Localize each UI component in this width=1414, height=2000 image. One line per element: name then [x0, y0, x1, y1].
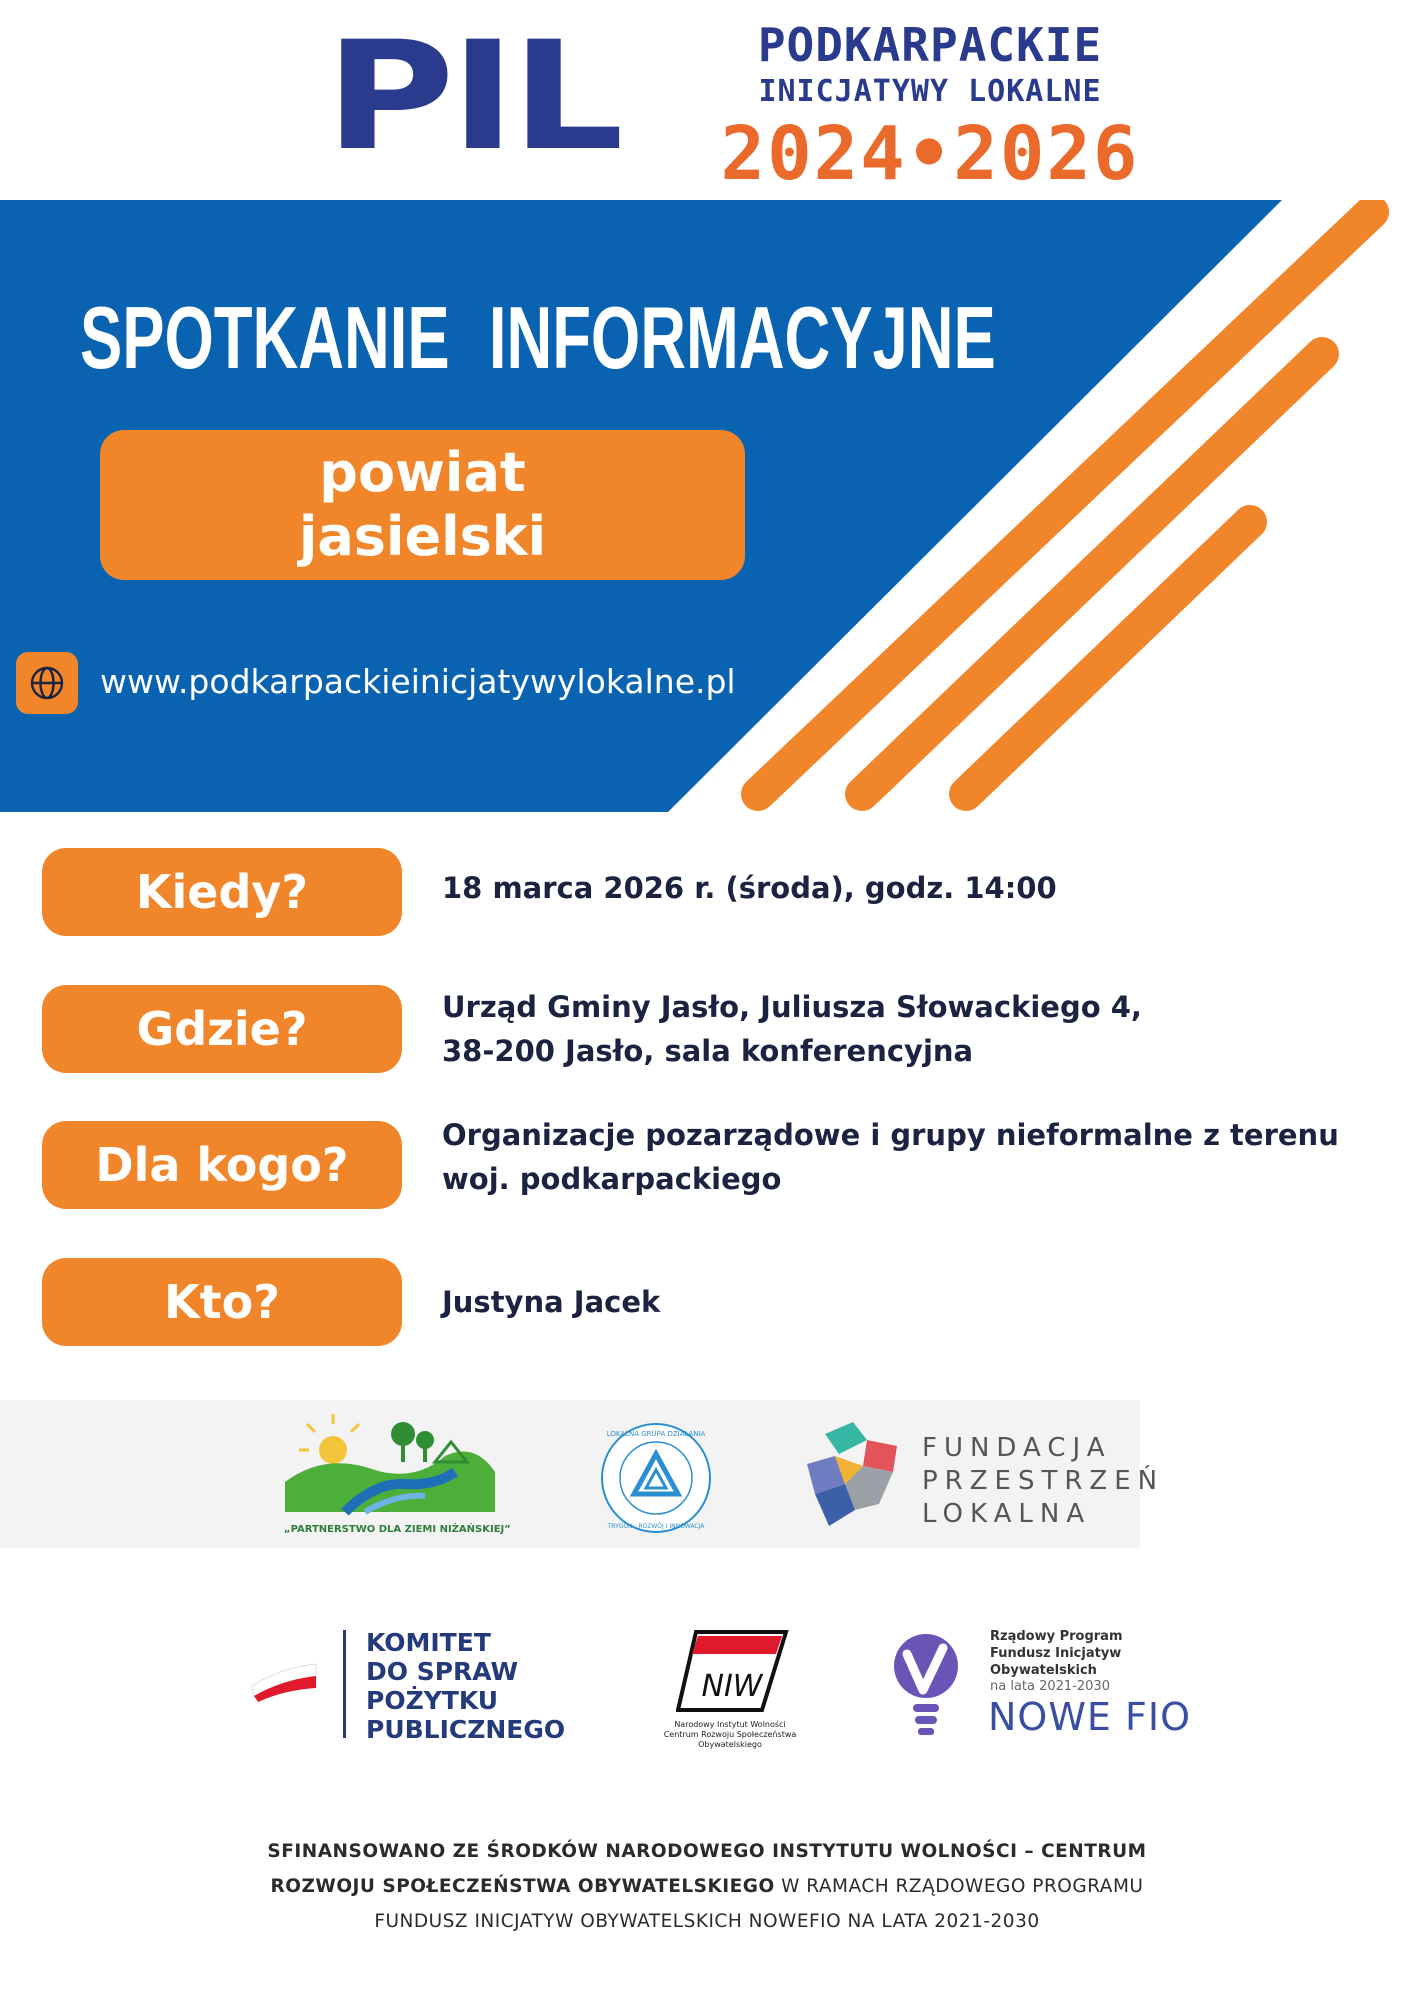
kdsp-line4: PUBLICZNEGO	[366, 1715, 566, 1744]
footer-line1: SFINANSOWANO ZE ŚRODKÓW NARODOWEGO INSTYTUTU WOLNOŚCI – CENTRUM	[267, 1841, 1147, 1862]
who-value	[442, 1280, 1362, 1324]
who-line1: Justyna Jacek	[442, 1285, 661, 1319]
kdsp-line3: POŻYTKU	[366, 1686, 499, 1715]
niw-logo-mark	[676, 1628, 790, 1716]
district-label	[273, 441, 573, 569]
footer-line3: FUNDUSZ INICJATYW OBYWATELSKICH NOWEFIO NA LATA 2021-2030	[374, 1911, 1040, 1932]
website-link[interactable]: www.podkarpackieinicjatywylokalne.pl	[100, 662, 736, 701]
where-line2: 38-200 Jasło, sala konferencyjna	[442, 1034, 974, 1068]
lgd-partnerstwo-logo	[285, 1412, 505, 1522]
for-whom-value	[442, 1113, 1362, 1201]
for-whom-line2: woj. podkarpackiego	[442, 1162, 782, 1196]
pil-logo-line1: PODKARPACKIE	[757, 18, 1103, 72]
pil-logo-years: 2024•2026	[720, 111, 1140, 197]
nowe-fio-text: NOWE FIO	[988, 1695, 1191, 1739]
fio-line2: Fundusz Inicjatyw	[990, 1646, 1122, 1661]
where-label: Gdzie?	[42, 985, 402, 1073]
where-line1: Urząd Gminy Jasło, Juliusza Słowackiego 4,	[442, 990, 1142, 1024]
fpl-line3: LOKALNA	[922, 1499, 1092, 1529]
fpl-line2: PRZESTRZEŃ	[922, 1466, 1165, 1496]
when-label: Kiedy?	[42, 848, 402, 936]
niw-mark: NIW	[701, 1669, 763, 1704]
niw-caption1: Narodowy Instytut Wolności	[674, 1720, 786, 1729]
for-whom-label: Dla kogo?	[42, 1121, 402, 1209]
who-label: Kto?	[42, 1258, 402, 1346]
niw-caption2: Centrum Rozwoju Społeczeństwa Obywatelskiego	[663, 1730, 797, 1749]
fio-years: na lata 2021-2030	[990, 1679, 1110, 1694]
district-line1: powiat	[319, 441, 526, 504]
district-line2: jasielski	[298, 505, 547, 568]
where-value	[442, 985, 1362, 1073]
fio-line1: Rządowy Program	[990, 1629, 1123, 1644]
polish-flag-emblem	[250, 1660, 320, 1704]
district-box	[100, 430, 745, 580]
when-value	[442, 866, 1362, 910]
lgd-ring-bottom: TRYGON · ROZWÓJ I INNOWACJA	[607, 1523, 705, 1530]
lgd-caption: „PARTNERSTWO DLA ZIEMI NIŻAŃSKIEJ”	[284, 1524, 511, 1535]
pil-logo-mark: PIL	[325, 10, 620, 184]
footer-line2-rest: W RAMACH RZĄDOWEGO PROGRAMU	[774, 1876, 1144, 1897]
kdsp-line1: KOMITET	[366, 1628, 491, 1657]
kdsp-line2: DO SPRAW	[366, 1657, 519, 1686]
footer-line2-bold: ROZWOJU SPOŁECZEŃSTWA OBYWATELSKIEGO	[270, 1876, 775, 1897]
fio-program-text	[990, 1628, 1123, 1679]
kdsp-divider	[343, 1630, 346, 1738]
lgd-trygon-logo	[598, 1420, 714, 1536]
niw-caption	[655, 1720, 805, 1750]
fpl-logo-text	[922, 1432, 1164, 1531]
financing-footer	[150, 1834, 1264, 1939]
fpl-logo-mark	[805, 1420, 901, 1530]
lgd-ring-top: LOKALNA GRUPA DZIAŁANIA	[606, 1430, 706, 1438]
fio-line3: Obywatelskich	[990, 1663, 1097, 1678]
for-whom-line1: Organizacje pozarządowe i grupy nieformalne z terenu	[442, 1118, 1339, 1152]
event-title: SPOTKANIE INFORMACYJNE	[80, 288, 996, 387]
kdsp-logo-text	[366, 1628, 565, 1744]
lightbulb-icon	[885, 1628, 967, 1738]
pil-logo-line2: INICJATYWY LOKALNE	[758, 74, 1102, 109]
fpl-line1: FUNDACJA	[922, 1433, 1112, 1463]
globe-icon	[16, 652, 78, 714]
when-line1: 18 marca 2026 r. (środa), godz. 14:00	[442, 871, 1057, 905]
